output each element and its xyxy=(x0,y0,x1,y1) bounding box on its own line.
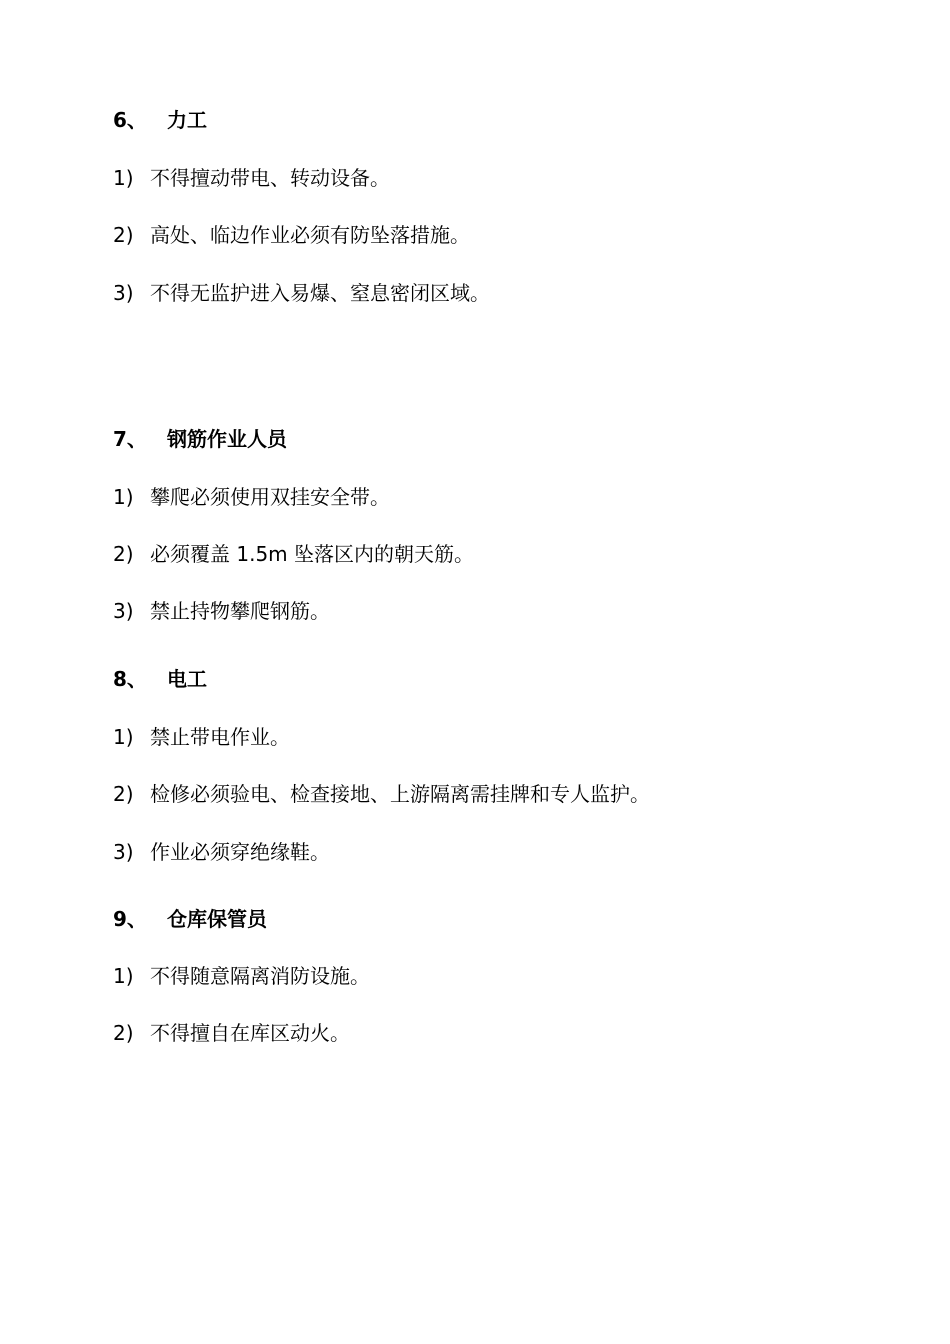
section-title: 仓库保管员 xyxy=(167,907,267,931)
list-item xyxy=(113,722,290,752)
item-text: 高处、临边作业必须有防坠落措施。 xyxy=(150,223,470,247)
section-number: 9、 xyxy=(113,907,147,931)
section-title: 电工 xyxy=(167,667,207,691)
list-item xyxy=(113,779,650,809)
list-item xyxy=(113,220,470,250)
list-item xyxy=(113,961,370,991)
list-item xyxy=(113,539,474,569)
section-number: 7、 xyxy=(113,427,147,451)
item-marker: 2) xyxy=(113,1021,134,1045)
section-heading xyxy=(113,424,287,454)
item-marker: 2) xyxy=(113,223,134,247)
item-text: 攀爬必须使用双挂安全带。 xyxy=(150,485,390,509)
list-item xyxy=(113,837,330,867)
section-title: 钢筋作业人员 xyxy=(167,427,287,451)
list-item xyxy=(113,163,390,193)
section-heading xyxy=(113,105,207,135)
list-item xyxy=(113,596,330,626)
section-number: 8、 xyxy=(113,667,147,691)
item-text: 禁止带电作业。 xyxy=(150,725,290,749)
section-title: 力工 xyxy=(167,108,207,132)
item-marker: 1) xyxy=(113,485,134,509)
item-text: 检修必须验电、检查接地、上游隔离需挂牌和专人监护。 xyxy=(150,782,650,806)
item-text: 禁止持物攀爬钢筋。 xyxy=(150,599,330,623)
section-heading xyxy=(113,904,267,934)
list-item xyxy=(113,278,490,308)
item-marker: 3) xyxy=(113,840,134,864)
section-number: 6、 xyxy=(113,108,147,132)
item-text: 不得随意隔离消防设施。 xyxy=(150,964,370,988)
item-text: 必须覆盖 1.5m 坠落区内的朝天筋。 xyxy=(150,542,475,566)
item-text: 不得擅自在库区动火。 xyxy=(150,1021,350,1045)
list-item xyxy=(113,1018,350,1048)
item-marker: 2) xyxy=(113,542,134,566)
item-text: 不得无监护进入易爆、窒息密闭区域。 xyxy=(150,281,490,305)
item-marker: 3) xyxy=(113,281,134,305)
item-marker: 1) xyxy=(113,725,134,749)
item-text: 不得擅动带电、转动设备。 xyxy=(150,166,390,190)
item-marker: 3) xyxy=(113,599,134,623)
item-marker: 1) xyxy=(113,964,134,988)
item-text: 作业必须穿绝缘鞋。 xyxy=(150,840,330,864)
list-item xyxy=(113,482,390,512)
item-marker: 2) xyxy=(113,782,134,806)
item-marker: 1) xyxy=(113,166,134,190)
section-heading xyxy=(113,664,207,694)
